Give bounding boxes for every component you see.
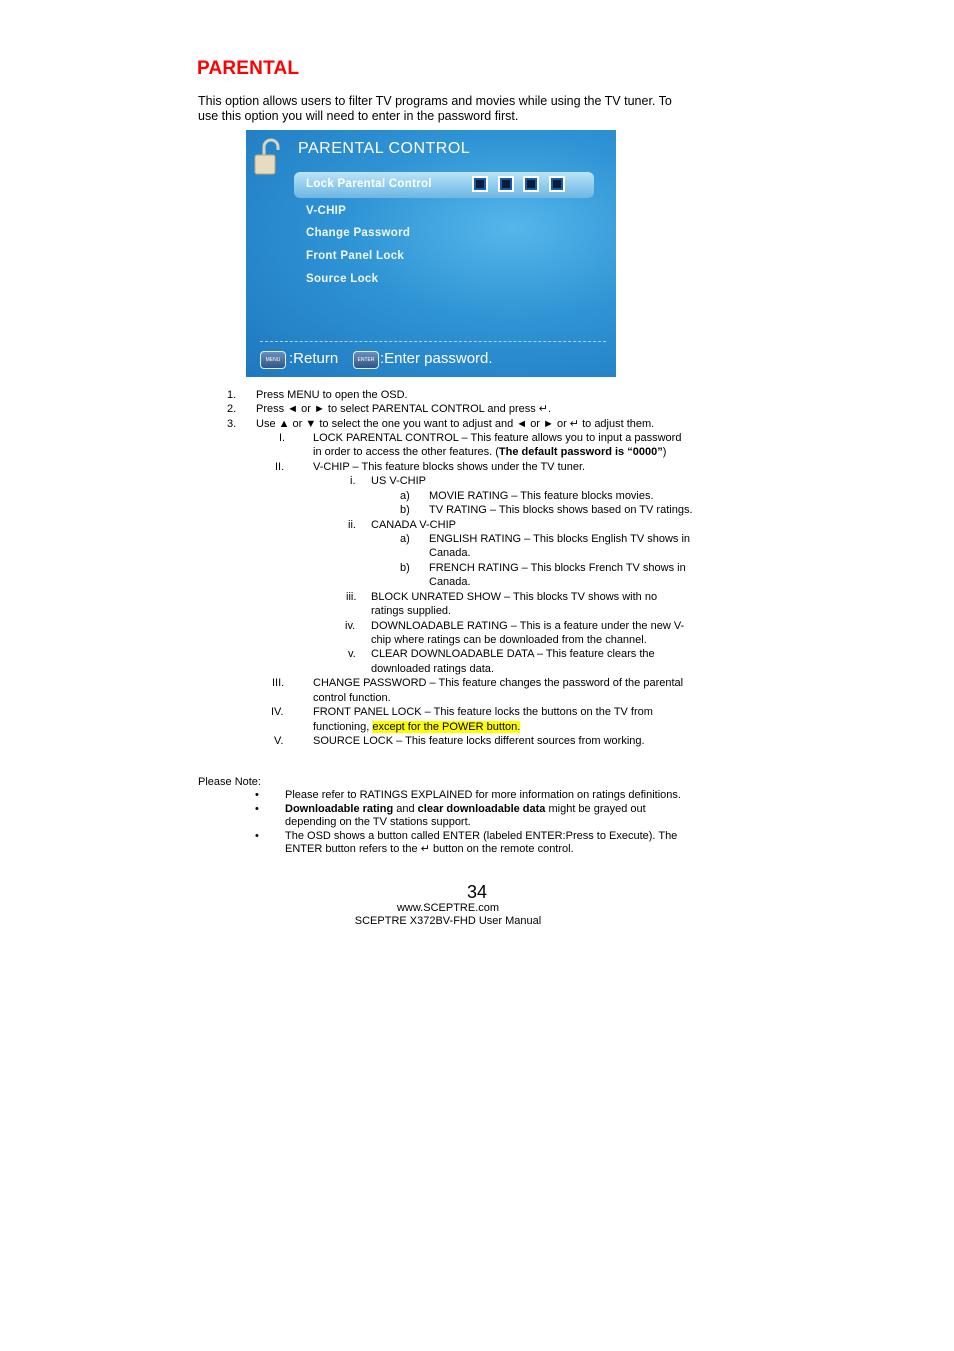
section-heading: PARENTAL	[197, 58, 300, 79]
sub-text: chip where ratings can be downloaded from the channel.	[371, 634, 647, 646]
password-digit-1[interactable]	[472, 176, 488, 192]
letter-number: b)	[400, 504, 410, 516]
letter-text: FRENCH RATING – This blocks French TV shows in	[429, 562, 686, 574]
note-bullet-text: The OSD shows a button called ENTER (labeled ENTER:Press to Execute). The	[285, 830, 678, 842]
roman-numeral: II.	[275, 461, 285, 473]
letter-text: ENGLISH RATING – This blocks English TV shows in	[429, 533, 691, 545]
osd-item-change-password[interactable]: Change Password	[306, 227, 411, 239]
item-text: CHANGE PASSWORD – This feature changes the password of the parental	[313, 677, 684, 689]
footer-website: www.SCEPTRE.com	[396, 902, 500, 914]
padlock-icon	[254, 138, 280, 176]
sub-text: ratings supplied.	[371, 605, 452, 617]
bullet-icon: •	[255, 830, 259, 842]
sub-text: CANADA V-CHIP	[371, 519, 456, 531]
page-number: 34	[466, 882, 488, 902]
enter-button-icon: ENTER	[353, 351, 379, 369]
password-digit-3[interactable]	[523, 176, 539, 192]
osd-divider	[260, 341, 606, 342]
step-number: 2.	[227, 403, 237, 415]
intro-line-1: This option allows users to filter TV programs and movies while using the TV tuner. To	[198, 94, 672, 108]
sub-number: ii.	[348, 519, 356, 531]
step-text: Use ▲ or ▼ to select the one you want to adjust and ◄ or ► or ↵ to adjust them.	[256, 418, 655, 430]
note-bullet-text: Please refer to RATINGS EXPLAINED for more information on ratings definitions.	[285, 789, 681, 801]
letter-text: MOVIE RATING – This feature blocks movies.	[429, 490, 654, 502]
sub-text: CLEAR DOWNLOADABLE DATA – This feature clears the	[371, 648, 655, 660]
osd-item-vchip[interactable]: V-CHIP	[306, 205, 347, 217]
note-bullet-text: depending on the TV stations support.	[285, 816, 471, 828]
letter-number: a)	[400, 533, 410, 545]
osd-screenshot	[246, 130, 616, 377]
bullet-icon: •	[255, 803, 259, 815]
letter-number: a)	[400, 490, 410, 502]
step-number: 1.	[227, 389, 237, 401]
letter-text: Canada.	[429, 576, 471, 588]
password-digit-4[interactable]	[549, 176, 565, 192]
note-label: Please Note:	[198, 776, 261, 788]
item-text-line2: in order to access the other features. (The default password is “0000”)	[313, 446, 667, 458]
item-text-line2: functioning, except for the POWER button.	[313, 721, 521, 733]
letter-text: TV RATING – This blocks shows based on TV ratings.	[429, 504, 693, 516]
sub-number: i.	[350, 475, 356, 487]
sub-text: US V-CHIP	[371, 475, 427, 487]
default-password-note: The default password is “0000”	[498, 446, 663, 458]
osd-item-source-lock[interactable]: Source Lock	[306, 273, 379, 285]
osd-selected-label: Lock Parental Control	[306, 178, 432, 190]
roman-numeral: I.	[279, 432, 286, 444]
bullet-icon: •	[255, 789, 259, 801]
roman-numeral: IV.	[271, 706, 284, 718]
step-number: 3.	[227, 418, 237, 430]
item-text: SOURCE LOCK – This feature locks different sources from working.	[313, 735, 645, 747]
intro-line-2: use this option you will need to enter in the password first.	[198, 109, 519, 123]
item-text: V-CHIP – This feature blocks shows under the TV tuner.	[313, 461, 586, 473]
roman-numeral: III.	[272, 677, 285, 689]
note-bullet-text: ENTER button refers to the ↵ button on the remote control.	[285, 843, 574, 855]
item-text: FRONT PANEL LOCK – This feature locks the buttons on the TV from	[313, 706, 653, 718]
highlighted-text: except for the POWER button.	[372, 721, 521, 733]
step-text: Press MENU to open the OSD.	[256, 389, 408, 401]
roman-numeral: V.	[274, 735, 284, 747]
osd-enter-label: :Enter password.	[380, 350, 493, 367]
sub-number: iv.	[345, 620, 356, 632]
osd-selected-row[interactable]	[294, 172, 594, 198]
menu-button-icon: MENU	[260, 351, 286, 369]
osd-return-label: :Return	[289, 350, 339, 367]
step-text: Press ◄ or ► to select PARENTAL CONTROL and press ↵.	[256, 403, 552, 415]
letter-text: Canada.	[429, 547, 471, 559]
item-text: control function.	[313, 692, 391, 704]
item-text: LOCK PARENTAL CONTROL – This feature allows you to input a password	[313, 432, 682, 444]
letter-number: b)	[400, 562, 410, 574]
sub-number: iii.	[346, 591, 357, 603]
sub-text: DOWNLOADABLE RATING – This is a feature under the new V-	[371, 620, 685, 632]
footer-manual-title: SCEPTRE X372BV-FHD User Manual	[354, 915, 542, 927]
sub-text: BLOCK UNRATED SHOW – This blocks TV shows with no	[371, 591, 658, 603]
password-digit-2[interactable]	[498, 176, 514, 192]
sub-number: v.	[348, 648, 356, 660]
sub-text: downloaded ratings data.	[371, 663, 494, 675]
note-bullet-text: Downloadable rating and clear downloadable data might be grayed out	[285, 803, 646, 815]
osd-item-front-panel-lock[interactable]: Front Panel Lock	[306, 250, 405, 262]
osd-title: PARENTAL CONTROL	[298, 140, 471, 157]
